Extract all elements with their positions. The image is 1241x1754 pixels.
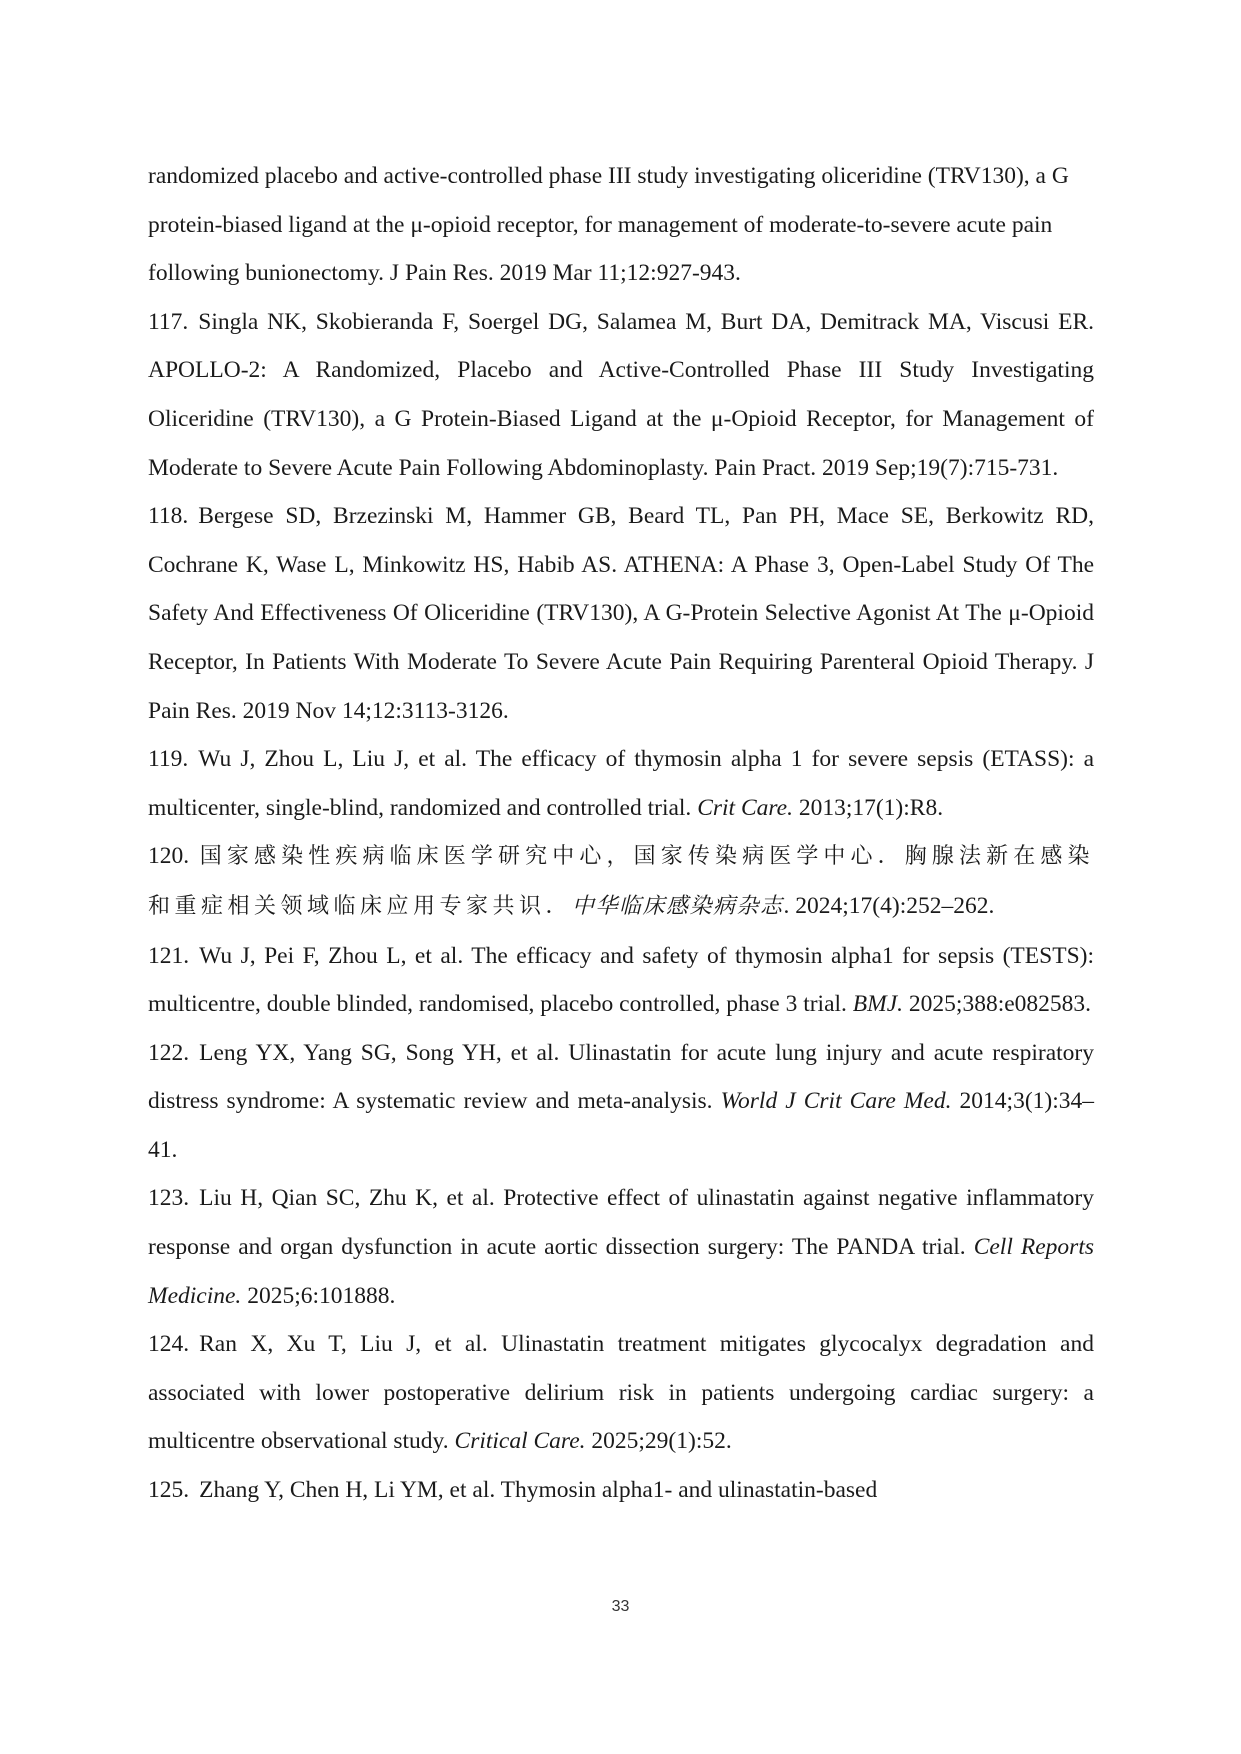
- reference-number: 117.: [148, 308, 189, 335]
- reference-text: Wu J, Zhou L, Liu J, et al. The efficacy of thymosin alpha 1 for severe sepsis (ETASS): a multicenter, single-blind, randomized and controlled trial.: [148, 746, 1094, 821]
- reference-118: [148, 492, 1094, 735]
- reference-text: Ran X, Xu T, Liu J, et al. Ulinastatin treatment mitigates glycocalyx degradation and associated with lower postoperative delirium risk in patients undergoing cardiac surgery: a multicentre observational study.: [148, 1331, 1094, 1455]
- reference-text: Wu J, Pei F, Zhou L, et al. The efficacy and safety of thymosin alpha1 for sepsis (TESTS): multicentre, double blinded, randomised, placebo controlled, phase 3 trial.: [148, 942, 1094, 1018]
- reference-number: 118.: [148, 503, 189, 530]
- reference-number: 121.: [148, 942, 190, 969]
- reference-number: 119.: [148, 746, 189, 773]
- reference-text: Leng YX, Yang SG, Song YH, et al. Ulinastatin for acute lung injury and acute respiratory distress syndrome: A systematic review and meta-analysis.: [148, 1039, 1094, 1115]
- reference-117: [148, 298, 1094, 492]
- reference-123: [148, 1174, 1094, 1320]
- reference-number: 120.: [148, 843, 190, 870]
- reference-number: 125.: [148, 1477, 190, 1504]
- reference-122: [148, 1029, 1094, 1175]
- reference-119: [148, 735, 1094, 832]
- journal-name: Cell Reports Medicine.: [148, 1234, 1094, 1309]
- reference-citation: . 2024;17(4):252–262.: [783, 892, 995, 919]
- reference-citation: 2025;29(1):52.: [591, 1428, 732, 1455]
- reference-text: Liu H, Qian SC, Zhu K, et al. Protective effect of ulinastatin against negative inflammatory response and organ dysfunction in acute aortic dissection surgery: The PANDA trial.: [148, 1185, 1094, 1261]
- reference-text: Bergese SD, Brzezinski M, Hammer GB, Beard TL, Pan PH, Mace SE, Berkowitz RD, Cochrane K, Wase L, Minkowitz HS, Habib AS. ATHENA: A Phase 3, Open-Label Study Of The Safety And Effectiveness Of Oliceridine (TRV130), A G-Protein Selective Agonist At The μ-Opioid Receptor, In Patients With Moderate To Severe Acute Pain Requiring Parenteral Opioid Therapy. J Pain Res. 2019 Nov 14;12:3113-3126.: [148, 503, 1094, 724]
- reference-continuation-text: randomized placebo and active-controlled phase III study investigating oliceridine (TRV130), a G protein-biased ligand at the μ-opioid receptor, for management of moderate-to-severe acute pain following bunionectomy. J Pain Res. 2019 Mar 11;12:927-943.: [148, 163, 1069, 287]
- journal-name: Critical Care.: [454, 1428, 586, 1455]
- reference-125: [148, 1466, 1094, 1515]
- reference-120: [148, 832, 1094, 931]
- reference-citation: 2013;17(1):R8.: [798, 794, 944, 821]
- reference-citation: 2014;3(1):34–41.: [148, 1088, 1095, 1163]
- reference-121: [148, 932, 1094, 1029]
- reference-continuation: [148, 152, 1094, 298]
- reference-text: Zhang Y, Chen H, Li YM, et al. Thymosin alpha1- and ulinastatin-based: [199, 1477, 878, 1504]
- journal-name: BMJ.: [852, 991, 904, 1018]
- reference-number: 124.: [148, 1331, 190, 1358]
- reference-number: 122.: [148, 1039, 190, 1066]
- reference-citation: 2025;6:101888.: [247, 1282, 396, 1309]
- reference-124: [148, 1320, 1094, 1466]
- journal-name: World J Crit Care Med.: [720, 1088, 952, 1115]
- journal-name: Crit Care.: [697, 794, 793, 821]
- reference-citation: 2025;388:e082583.: [908, 991, 1092, 1018]
- reference-number: 123.: [148, 1185, 190, 1212]
- reference-text: 国家感染性疾病临床医学研究中心，国家传染病医学中心．胸腺法新在感染和重症相关领域临床应用专家共识．: [148, 844, 1094, 919]
- journal-name: 中华临床感染病杂志: [572, 893, 784, 919]
- reference-list: [148, 152, 1094, 1515]
- page-number: 33: [611, 1598, 630, 1615]
- reference-text: Singla NK, Skobieranda F, Soergel DG, Salamea M, Burt DA, Demitrack MA, Viscusi ER. APOLLO-2: A Randomized, Placebo and Active-Controlled Phase III Study Investigating Oliceridine (TRV130), a G Protein-Biased Ligand at the μ-Opioid Receptor, for Management of Moderate to Severe Acute Pain Following Abdominoplasty. Pain Pract. 2019 Sep;19(7):715-731.: [148, 308, 1094, 481]
